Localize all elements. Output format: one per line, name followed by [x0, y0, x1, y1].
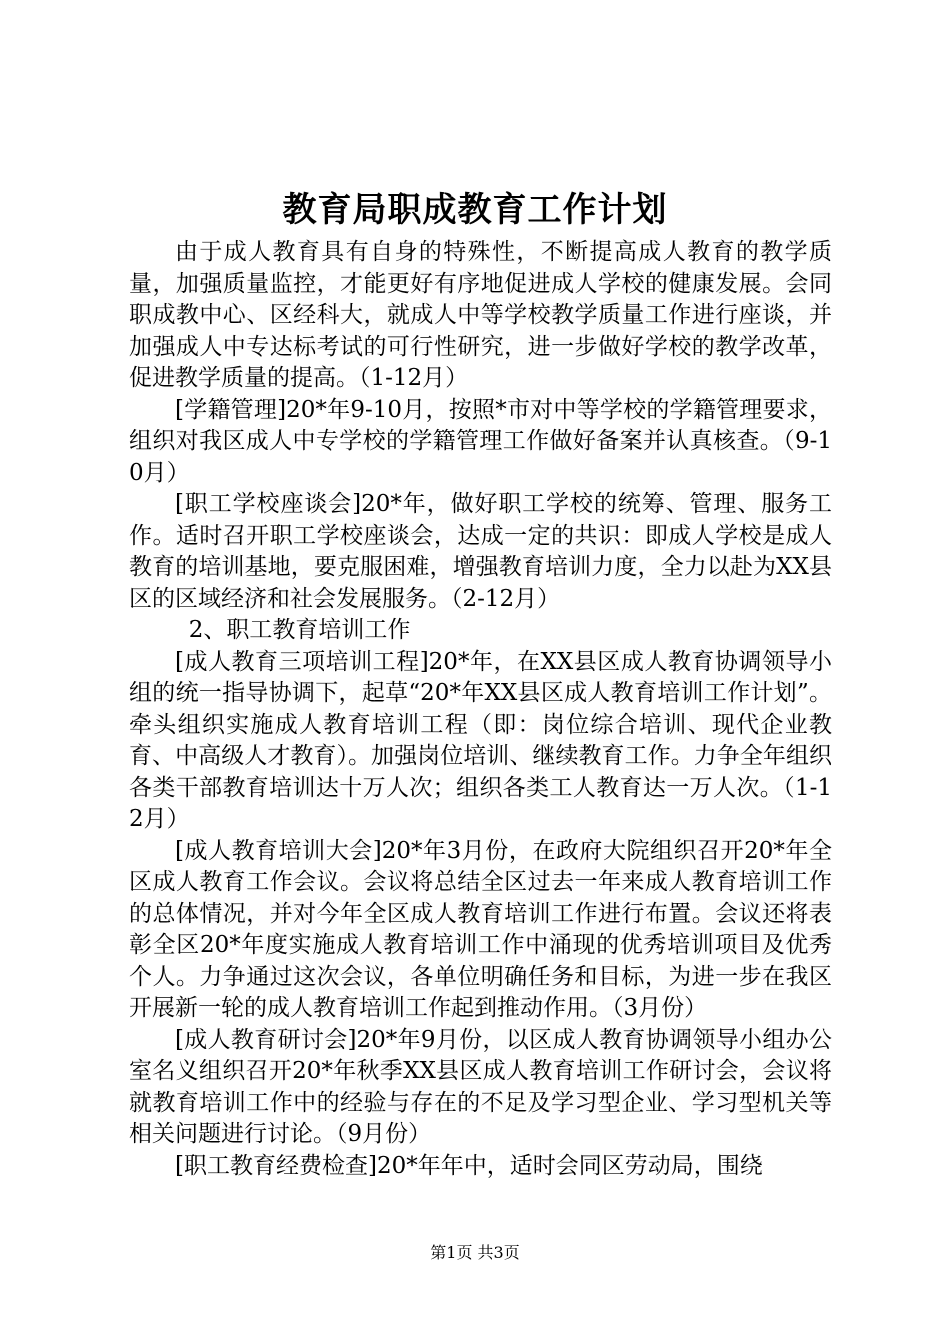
- section-heading-staff-training: 2、职工教育培训工作: [188, 617, 411, 643]
- paragraph-three-training-projects: [成人教育三项培训工程]20*年，在XX县区成人教育协调领导小组的统一指导协调下，起草“20*年XX县区成人教育培训工作计划”。牵头组织实施成人教育培训工程（即：岗位综合培训、现代企业教育、中高级人才教育）。加强岗位培训、继续教育工作。力争全年组织各类干部教育培训达十万人次；组织各类工人教育达一万人次。（1-12月）: [129, 648, 832, 832]
- document-body: [129, 237, 832, 1182]
- paragraph-staff-school-forum: [职工学校座谈会]20*年，做好职工学校的统筹、管理、服务工作。适时召开职工学校座谈会，达成一定的共识：即成人学校是成人教育的培训基地，要克服困难，增强教育培训力度，全力以赴为XX县区的区域经济和社会发展服务。（2-12月）: [129, 491, 832, 612]
- paragraph-training-conference: [成人教育培训大会]20*年3月份，在政府大院组织召开20*年全区成人教育工作会议。会议将总结全区过去一年来成人教育培训工作的总体情况，并对今年全区成人教育培训工作进行布置。会议还将表彰全区20*年度实施成人教育培训工作中涌现的优秀培训项目及优秀个人。力争通过这次会议，各单位明确任务和目标，为进一步在我区开展新一轮的成人教育培训工作起到推动作用。（3月份）: [129, 837, 832, 1021]
- paragraph-enrollment-management: [学籍管理]20*年9-10月，按照*市对中等学校的学籍管理要求，组织对我区成人中专学校的学籍管理工作做好备案并认真核查。（9-10月）: [129, 396, 832, 486]
- paragraph-funding-inspection: [职工教育经费检查]20*年年中，适时会同区劳动局，围绕: [175, 1152, 763, 1179]
- paragraph-seminar: [成人教育研讨会]20*年9月份，以区成人教育协调领导小组办公室名义组织召开20*年秋季XX县区成人教育培训工作研讨会，会议将就教育培训工作中的经验与存在的不足及学习型企业、学习型机关等相关问题进行讨论。（9月份）: [129, 1026, 832, 1147]
- paragraph-intro: 由于成人教育具有自身的特殊性，不断提高成人教育的教学质量，加强质量监控，才能更好有序地促进成人学校的健康发展。会同职成教中心、区经科大，就成人中等学校教学质量工作进行座谈，并加强成人中专达标考试的可行性研究，进一步做好学校的教学改革，促进教学质量的提高。（1-12月）: [129, 239, 832, 391]
- document-title: 教育局职成教育工作计划: [282, 190, 668, 230]
- page-number-footer: 第1页 共3页: [430, 1243, 520, 1262]
